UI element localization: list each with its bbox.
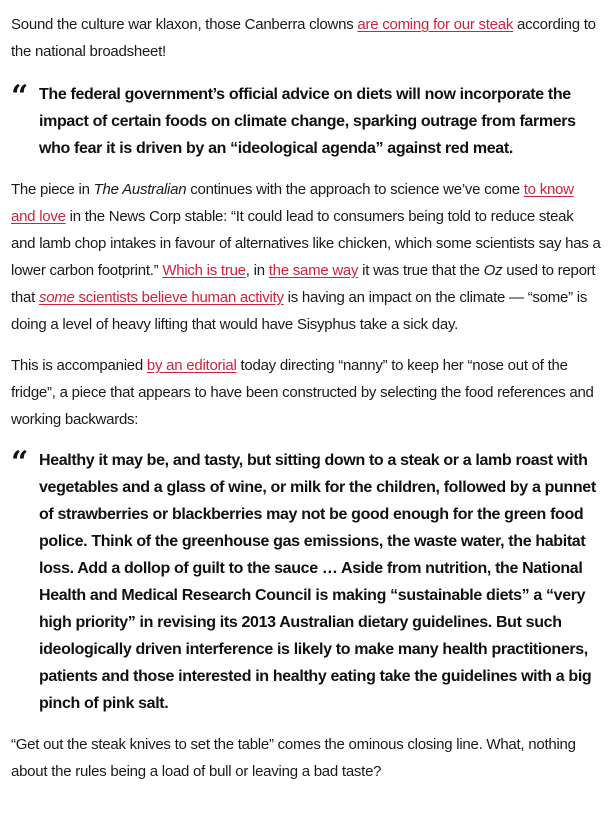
publication-name: The Australian (93, 181, 187, 198)
text: Sound the culture war klaxon, those Canberra clowns (11, 16, 358, 33)
link-the-same-way[interactable]: the same way (268, 262, 359, 279)
paragraph-the-australian (11, 176, 601, 338)
paragraph-editorial (11, 352, 601, 433)
text: today directing “nanny” to keep her “nose out of the fridge”, a piece that appears to have been constructed by selecting the food references and working backwards: (11, 357, 594, 428)
paragraph-intro (11, 11, 601, 65)
text: is having an impact on the climate — “some” is doing a level of heavy lifting that would have Sisyphus take a sick day. (11, 289, 588, 333)
text: it was true that the (358, 262, 484, 279)
link-which-is-true[interactable]: Which is true (162, 262, 246, 279)
link-to-know-and-love[interactable]: to know and love (11, 181, 574, 225)
publication-name: Oz (483, 262, 503, 279)
quote-text: The federal government’s official advice on diets will now incorporate the impact of certain foods on climate change, sparking outrage from farmers who fear it is driven by an “ideological agenda” against red meat. (39, 86, 576, 157)
text: , in (245, 262, 269, 279)
text: The piece in (11, 181, 94, 198)
quote-text: Healthy it may be, and tasty, but sitting down to a steak or a lamb roast with vegetables and a glass of wine, or milk for the children, followed by a punnet of strawberries or blackberries may not be good enough for the green food police. Think of the greenhouse gas emissions, the waste water, the habitat loss. Add a dollop of guilt to the sauce … Aside from nutrition, the National Health and Medical Research Council is making “sustainable diets” a “very high priority” in revising its 2013 Australian dietary guidelines. But such ideologically driven interference is likely to make many health practitioners, patients and those interested in healthy eating take the guidelines with a big pinch of pink salt. (39, 452, 596, 712)
text: This is accompanied (11, 357, 147, 374)
blockquote-editorial (11, 447, 601, 717)
link-emphasis: some (38, 289, 75, 306)
text: in the News Corp stable: “It could lead to consumers being told to reduce steak and lamb chop intakes in favour of alternatives like chicken, which some scientists say has a lower carbon footprint.” (11, 208, 601, 279)
link-coming-for-steak[interactable]: are coming for our steak (357, 16, 514, 33)
link-by-an-editorial[interactable]: by an editorial (146, 357, 237, 374)
quote-mark-icon: “ (11, 79, 28, 114)
text: continues with the approach to science we’ve come (186, 181, 524, 198)
text: used to report that (11, 262, 596, 306)
text: according to the national broadsheet! (11, 16, 596, 60)
link-text: scientists believe human activity (74, 289, 284, 306)
link-some-scientists[interactable] (39, 289, 284, 306)
blockquote-federal-advice (11, 81, 601, 162)
paragraph-closing: “Get out the steak knives to set the table” comes the ominous closing line. What, nothing about the rules being a load of bull or leaving a bad taste? (11, 736, 576, 780)
quote-mark-icon: “ (11, 445, 28, 480)
